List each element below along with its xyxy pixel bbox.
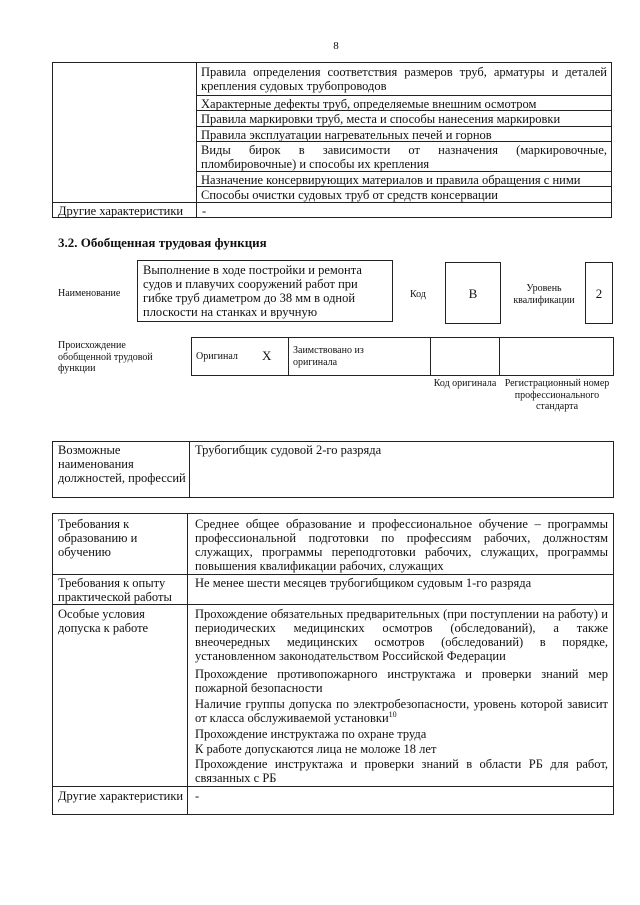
naming-label: Наименование (58, 288, 121, 299)
footnote-ref: 10 (388, 709, 397, 719)
knowledge-row: Правила маркировки труб, места и способы нанесения маркировки (201, 112, 561, 126)
knowledge-row: Правила определения соответствия размеров труб, арматуры и деталей крепления судовых трубопроводов (201, 65, 607, 93)
special-condition-item: Прохождение обязательных предварительных (при поступлении на работу) и периодических медицинских осмотров (обследований), а также внеочередных медицинских осмотров (обследований) в порядке, установленном законодательством Российской Федерации (195, 607, 608, 663)
page-number: 8 (333, 40, 339, 52)
positions-value: Трубогибщик судовой 2-го разряда (195, 443, 382, 457)
special-condition-item: Прохождение инструктажа по охране труда (195, 727, 427, 741)
section-title: 3.2. Обобщенная трудовая функция (58, 235, 267, 250)
knowledge-row: Способы очистки судовых труб от средств консервации (201, 188, 498, 202)
education-label: Требования к образованию и обучению (58, 517, 138, 559)
other-characteristics-value: - (195, 789, 200, 803)
knowledge-row: Характерные дефекты труб, определяемые внешним осмотром (201, 97, 537, 111)
other-characteristics-label: Другие характеристики (58, 789, 184, 803)
knowledge-row: Назначение консервирующих материалов и правила обращения с ними (201, 173, 581, 187)
level-value: 2 (595, 286, 603, 301)
other-characteristics-label: Другие характеристики (58, 204, 184, 218)
experience-label: Требования к опыту практической работы (58, 576, 172, 604)
education-value: Среднее общее образование и профессиональное обучение – программы профессиональной подготовки по профессиям рабочих, должностям служащих, программы переподготовки рабочих, служащих, программы повышения квалификации рабочих, служащих (195, 517, 608, 573)
knowledge-row: Правила эксплуатации нагревательных печей и горнов (201, 128, 492, 142)
code-value: B (468, 286, 478, 301)
level-label: Уровень квалификации (513, 283, 575, 306)
special-condition-item: Прохождение инструктажа и проверки знаний в области РБ для работ, связанных с РБ (195, 757, 608, 785)
special-condition-item: Прохождение противопожарного инструктажа и проверки знаний мер пожарной безопасности (195, 667, 608, 695)
positions-label: Возможные наименования должностей, профессий (58, 443, 186, 485)
special-conditions-label: Особые условия допуска к работе (58, 607, 149, 635)
experience-value: Не менее шести месяцев трубогибщиком судовым 1-го разряда (195, 576, 532, 590)
original-label: Оригинал (196, 351, 238, 362)
origin-label: Происхождение обобщенной трудовой функции (58, 340, 153, 374)
special-condition-item: Наличие группы допуска по электробезопасности, уровень которой зависит от класса обслуживаемой установки$^{10}$ (195, 697, 608, 725)
code-label: Код (410, 289, 426, 300)
naming-value: Выполнение в ходе постройки и ремонта судов и плавучих сооружений работ при гибке труб диаметром до 38 мм в одной плоскости на станках и вручную (143, 263, 362, 319)
original-mark: X (262, 348, 272, 363)
code-original-caption: Код оригинала (433, 378, 497, 389)
other-characteristics-value: - (202, 204, 207, 218)
special-condition-item: К работе допускаются лица не моложе 18 лет (195, 742, 437, 756)
knowledge-row: Виды бирок в зависимости от назначения (маркировочные, пломбировочные) и способы их крепления (201, 143, 607, 171)
borrowed-label: Заимствовано из оригинала (293, 345, 364, 368)
reg-number-caption: Регистрационный номер профессионального стандарта (504, 378, 610, 412)
